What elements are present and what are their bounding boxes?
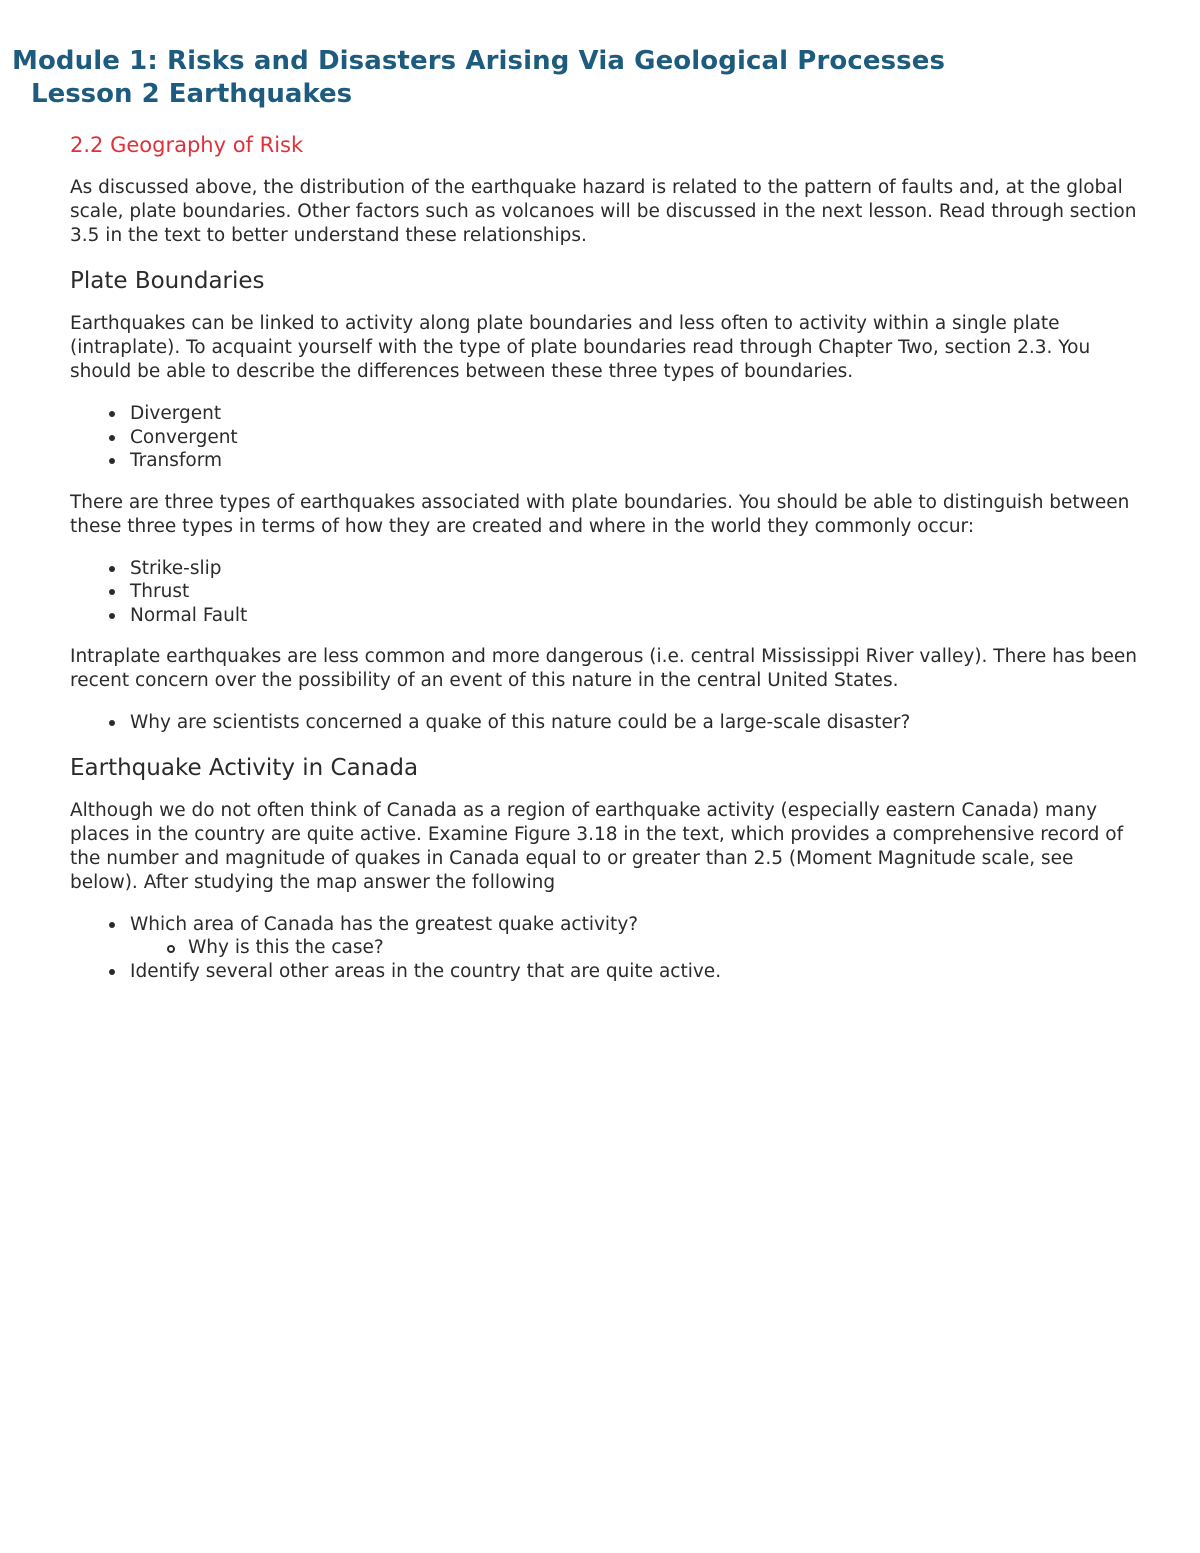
sub-list-item (70, 936, 1145, 960)
list-item-label: Which area of Canada has the greatest quake activity? (130, 913, 639, 935)
intraplate-question-list (70, 711, 1145, 735)
intro-paragraph: As discussed above, the distribution of the earthquake hazard is related to the pattern of faults and, at the global scale, plate boundaries. Other factors such as volcanoes will be discussed in the next lesson. Read through section 3.5 in the text to better understand these relationships. (70, 177, 1137, 246)
earthquake-types-paragraph: There are three types of earthquakes associated with plate boundaries. You should be able to distinguish between these three types in terms of how they are created and where in the world they commonly occur: (70, 491, 1130, 537)
list-item (70, 960, 1145, 984)
list-item-label: Convergent (130, 426, 238, 448)
sub-list-item-label: Why is this the case? (188, 937, 384, 958)
canada-sub-questions-list (70, 936, 1145, 960)
list-item-label: Strike-slip (130, 557, 222, 579)
list-item (70, 711, 1145, 735)
section-title: 2.2 Geography of Risk (70, 133, 304, 157)
list-item (70, 426, 1145, 450)
list-item-label: Normal Fault (130, 604, 248, 626)
list-item (70, 913, 1145, 937)
list-item (70, 402, 1145, 426)
earthquake-types-list (70, 557, 1145, 628)
hollow-bullet-icon (167, 945, 175, 953)
list-item (70, 449, 1145, 473)
bullet-icon (109, 589, 115, 595)
canada-heading: Earthquake Activity in Canada (70, 754, 419, 781)
list-item-label: Thrust (130, 581, 190, 602)
bullet-icon (109, 613, 115, 619)
plate-boundaries-paragraph: Earthquakes can be linked to activity along plate boundaries and less often to activity within a single plate (intraplate). To acquaint yourself with the type of plate boundaries read through Chapter Two, section 2.3. You should be able to describe the differences between these three types of boundaries. (70, 313, 1091, 382)
list-item-label: Divergent (130, 403, 222, 424)
bullet-icon (109, 458, 115, 464)
list-item-label: Identify several other areas in the country that are quite active. (130, 960, 722, 982)
bullet-icon (109, 969, 115, 975)
bullet-icon (109, 435, 115, 441)
bullet-icon (109, 922, 115, 928)
bullet-icon (109, 720, 115, 726)
sub-list-container (70, 936, 1145, 960)
module-title: Module 1: Risks and Disasters Arising Via Geological Processes (12, 46, 946, 76)
plate-boundaries-heading: Plate Boundaries (70, 268, 265, 294)
lesson-title: Lesson 2 Earthquakes (31, 79, 353, 109)
main-content (70, 130, 1145, 1001)
bullet-icon (109, 411, 115, 417)
page-header (12, 44, 1182, 110)
list-item (70, 604, 1145, 628)
list-item-label: Transform (130, 450, 223, 471)
canada-paragraph: Although we do not often think of Canada as a region of earthquake activity (especially eastern Canada) many places in the country are quite active. Examine Figure 3.18 in the text, which provides a comprehensive record of the number and magnitude of quakes in Canada equal to or greater than 2.5 (Moment Magnitude scale, see below). After studying the map answer the following (70, 799, 1124, 893)
intraplate-paragraph: Intraplate earthquakes are less common and more dangerous (i.e. central Mississippi River valley). There has been recent concern over the possibility of an event of this nature in the central United States. (70, 646, 1137, 691)
boundary-types-list (70, 402, 1145, 473)
list-item (70, 557, 1145, 581)
bullet-icon (109, 566, 115, 572)
canada-questions-list (70, 913, 1145, 984)
list-item-label: Why are scientists concerned a quake of this nature could be a large-scale disaster? (130, 712, 911, 733)
list-item (70, 580, 1145, 604)
